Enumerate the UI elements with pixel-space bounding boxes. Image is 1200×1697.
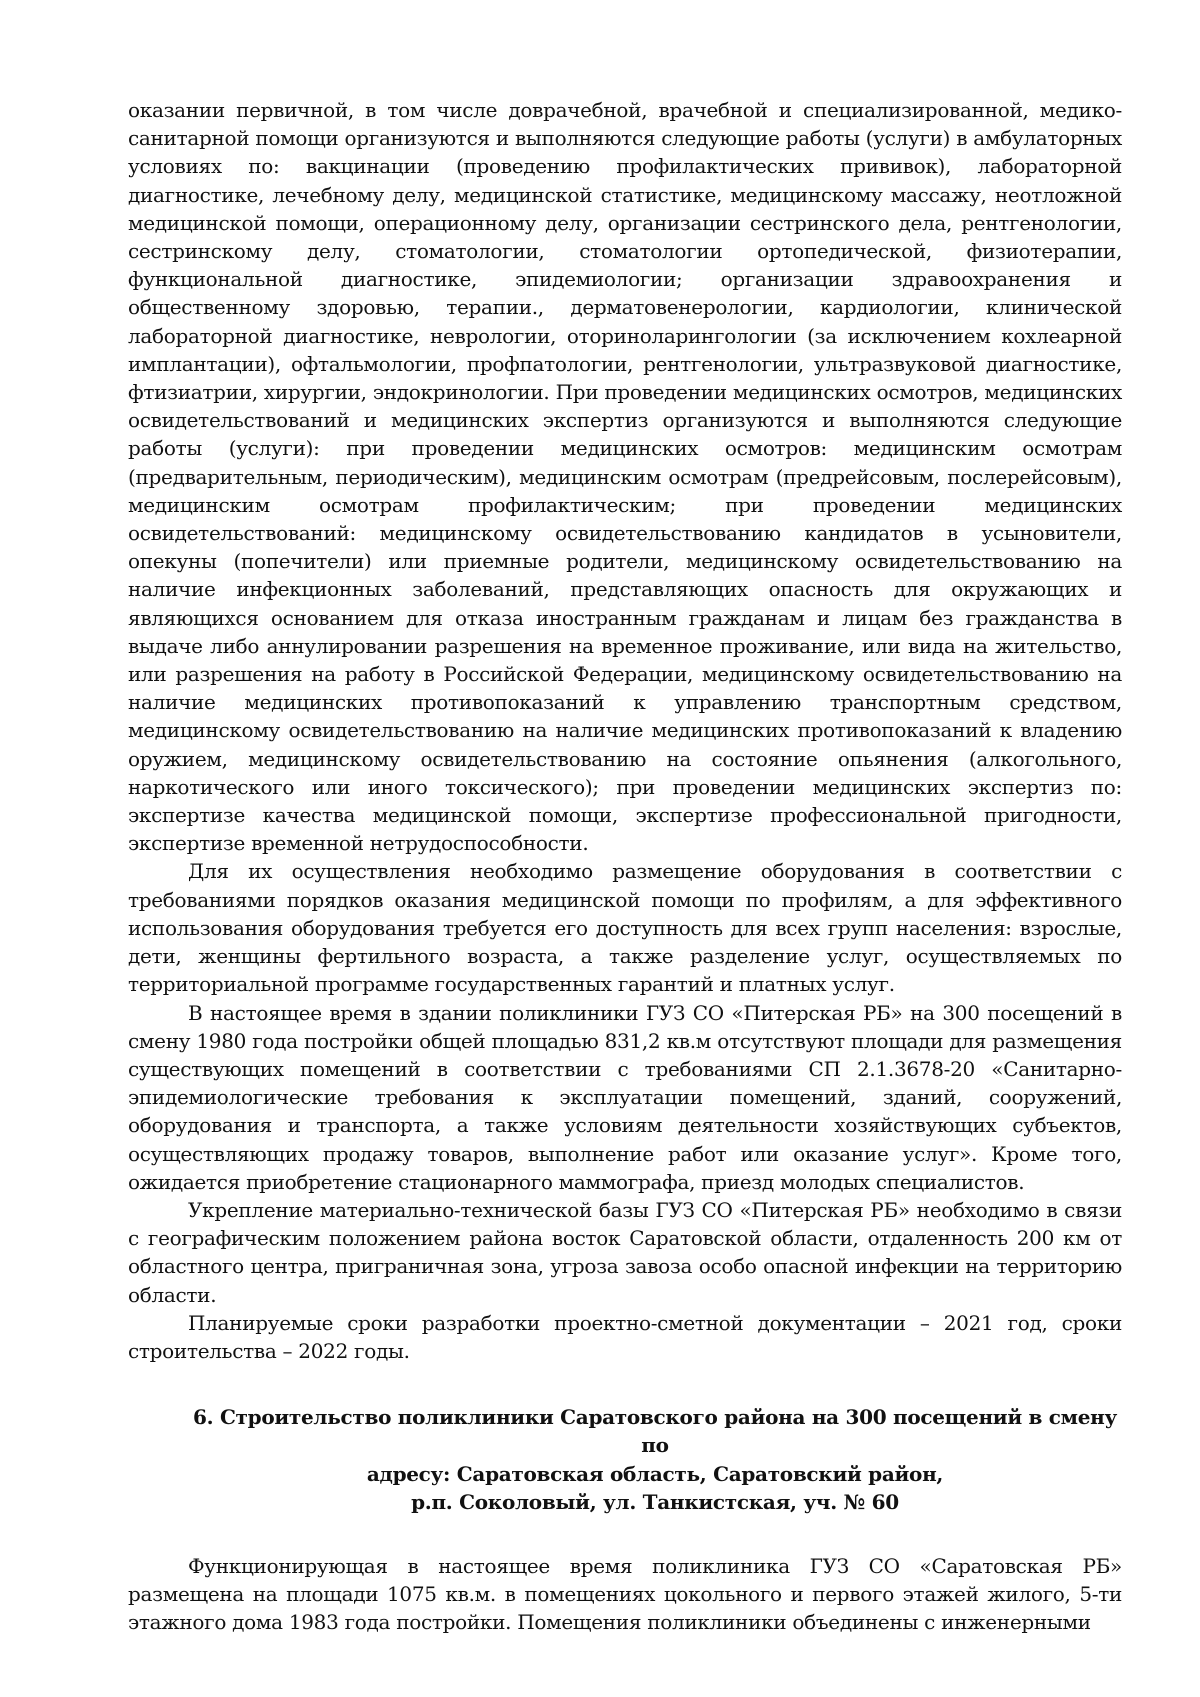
paragraph-saratov-clinic: Функционирующая в настоящее время поликлиника ГУЗ СО «Саратовская РБ» размещена на площади 1075 кв.м. в помещениях цокольного и первого этажей жилого, 5-ти этажного дома 1983 года постройки. Помещения поликлиники объединены с инженерными	[128, 1553, 1122, 1635]
paragraph-current-building: В настоящее время в здании поликлиники ГУЗ СО «Питерская РБ» на 300 посещений в смену 1980 года постройки общей площадью 831,2 кв.м отсутствуют площади для размещения существующих помещений в соответствии с требованиями СП 2.1.3678-20 «Санитарно-эпидемиологические требования к эксплуатации помещений, зданий, сооружений, оборудования и транспорта, а также условиям деятельности хозяйствующих субъектов, осуществляющих продажу товаров, выполнение работ или оказание услуг». Кроме того, ожидается приобретение стационарного маммографа, приезд молодых специалистов.	[128, 1000, 1122, 1194]
paragraph-schedule: Планируемые сроки разработки проектно-сметной документации – 2021 год, сроки строительства – 2022 годы.	[128, 1310, 1122, 1363]
document-body	[128, 96, 1122, 1637]
paragraph-equipment: Для их осуществления необходимо размещение оборудования в соответствии с требованиями порядков оказания медицинской помощи по профилям, а для эффективного использования оборудования требуется его доступность для всех групп населения: взрослые, дети, женщины фертильного возраста, а также разделение услуг, осуществляемых по территориальной программе государственных гарантий и платных услуг.	[128, 859, 1122, 997]
section-heading-line-3: р.п. Соколовый, ул. Танкистская, уч. № 60	[411, 1489, 899, 1514]
section-heading-line-1: 6. Строительство поликлиники Саратовского района на 300 посещений в смену по	[193, 1405, 1117, 1458]
section-heading-line-2: адресу: Саратовская область, Саратовский район,	[366, 1461, 944, 1486]
section-heading	[128, 1403, 1122, 1516]
paragraph-strengthening: Укрепление материально-технической базы ГУЗ СО «Питерская РБ» необходимо в связи с географическим положением района восток Саратовской области, отдаленность 200 км от областного центра, приграничная зона, угроза завоза особо опасной инфекции на территорию области.	[128, 1197, 1122, 1307]
paragraph-services-list: оказании первичной, в том числе доврачебной, врачебной и специализированной, медико-санитарной помощи организуются и выполняются следующие работы (услуги) в амбулаторных условиях по: вакцинации (проведению профилактических прививок), лабораторной диагностике, лечебному делу, медицинской статистике, медицинскому массажу, неотложной медицинской помощи, операционному делу, организации сестринского дела, рентгенологии, сестринскому делу, стоматологии, стоматологии ортопедической, физиотерапии, функциональной диагностике, эпидемиологии; организации здравоохранения и общественному здоровью, терапии., дерматовенерологии, кардиологии, клинической лабораторной диагностике, неврологии, оториноларингологии (за исключением кохлеарной имплантации), офтальмологии, профпатологии, рентгенологии, ультразвуковой диагностике, фтизиатрии, хирургии, эндокринологии. При проведении медицинских осмотров, медицинских освидетельствований и медицинских экспертиз организуются и выполняются следующие работы (услуги): при проведении медицинских осмотров: медицинским осмотрам (предварительным, периодическим), медицинским осмотрам (предрейсовым, послерейсовым), медицинским осмотрам профилактическим; при проведении медицинских освидетельствований: медицинскому освидетельствованию кандидатов в усыновители, опекуны (попечители) или приемные родители, медицинскому освидетельствованию на наличие инфекционных заболеваний, представляющих опасность для окружающих и являющихся основанием для отказа иностранным гражданам и лицам без гражданства в выдаче либо аннулировании разрешения на временное проживание, или вида на жительство, или разрешения на работу в Российской Федерации, медицинскому освидетельствованию на наличие медицинских противопоказаний к управлению транспортным средством, медицинскому освидетельствованию на наличие медицинских противопоказаний к владению оружием, медицинскому освидетельствованию на состояние опьянения (алкогольного, наркотического или иного токсического); при проведении медицинских экспертиз по: экспертизе качества медицинской помощи, экспертизе профессиональной пригодности, экспертизе временной нетрудоспособности.	[128, 98, 1122, 856]
